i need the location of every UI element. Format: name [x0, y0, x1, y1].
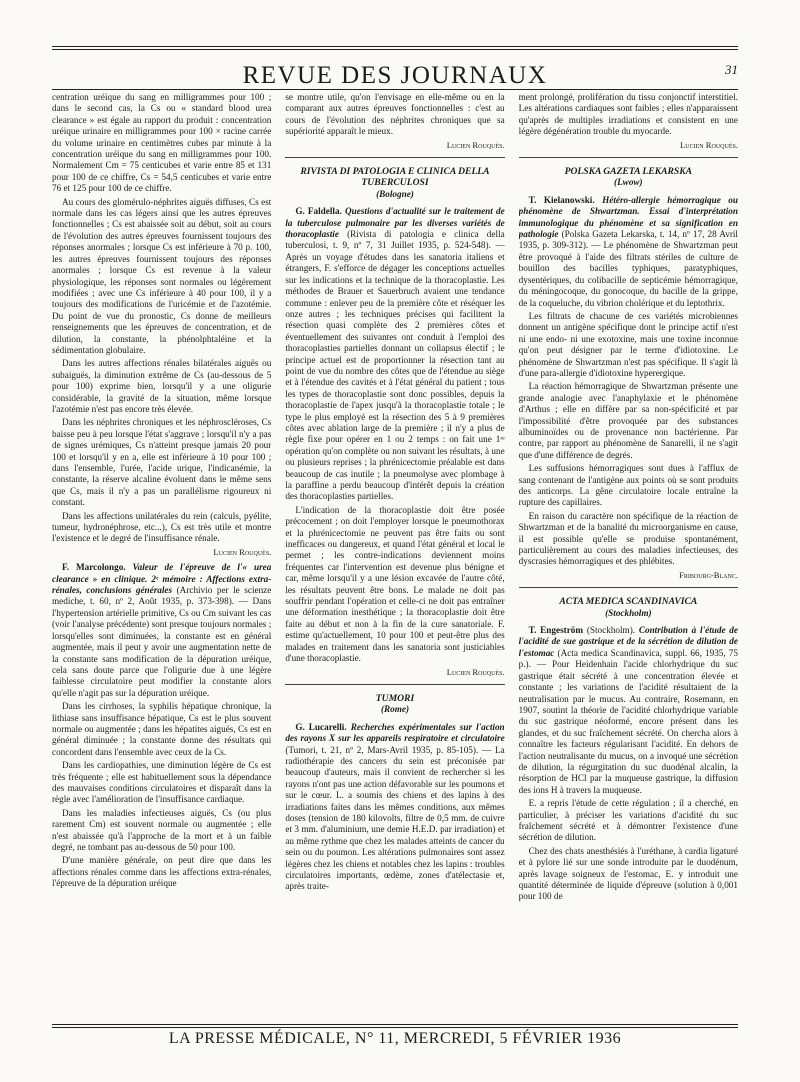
masthead-rule	[52, 89, 738, 90]
column-2	[285, 92, 504, 1022]
masthead	[52, 54, 738, 88]
masthead-title: REVUE DES JOURNAUX	[242, 62, 548, 89]
paragraph: Dans les cirrhoses, la syphilis hépatique chronique, la lithiase sans insuffisance hépatique, Cs est le plus souvent normale ou augmentée ; dans les hépatites aiguës, Cs est en général diminuée ; la constante donne des résultats qui concordent dans l'ensemble avec ceux de la Cs.	[52, 701, 272, 757]
author-signature: Lucien Rouquès.	[680, 139, 738, 150]
paragraph: se montre utile, qu'on l'envisage en elle-même ou en la comparant aux autres épreuves fonctionnelles : c'est au cours de l'évolution des néphrites chroniques que sa supériorité apparaît le mieux.	[285, 92, 505, 137]
journal-heading	[519, 166, 738, 189]
paragraph: Les filtrats de chacune de ces variétés microbiennes donnent un antigène spécifique dont le principe actif n'est ni une endo- ni une exotoxine, mais une toxine inconnue qu'on peut désigner par le terme d'idiotoxine. Le phénomène de Shwartzman n'est pas spécifique. Il s'agit là d'une para-allergie d'idiotoxine hyperergique.	[518, 310, 738, 378]
column-1	[52, 92, 271, 1022]
journal-city: (Bologne)	[376, 188, 414, 199]
section-divider	[285, 684, 504, 685]
article-author: G. Lucarelli.	[295, 721, 347, 732]
page-number: 31	[725, 62, 738, 77]
article-author: G. Faldella.	[295, 206, 342, 217]
article-columns	[52, 92, 738, 1022]
article-body: (Acta medica Scandinavica, suppl. 66, 1935, 75 p.). — Pour Heidenhain l'acide chlorhydrique du suc gastrique était sécrété à une concentration élevée et constante ; les variations de l'acidité résultaient de la neutralisation par le mucus. Au contraire, Rosemann, en 1907, soutint la théorie de l'acidité chlorhydrique variable du suc gastrique néoformé, encore présent dans les glandes, et du suc fraîchement sécrété. On chercha alors à connaître les facteurs régularisant l'acidité. En dehors de l'action neutralisante du mucus, on a invoqué une sécrétion de dilution, la régurgitation du suc duodénal alcalin, la résorption de HCl par la muqueuse gastrique, la diffusion des ions H à travers la muqueuse.	[518, 647, 738, 795]
journal-city: (Lwow)	[614, 177, 643, 188]
article-body: (Polska Gazeta Lekarska, t. 14, nº 17, 28 Avril 1935, p. 309-312). — Le phénomène de Shwartzman peut être provoqué à l'aide des filtrats stériles de culture de bouillon des bacilles typhiques, paratyphiques, dysentériques, du colibacille de septicémie hémorragique, du méningocoque, du gonocoque, du bacille de la grippe, de la coqueluche, du vibrion cholérique et du leptothrix.	[518, 229, 738, 308]
paragraph: Chez des chats anesthésiés à l'uréthane, à cardia ligaturé et à pylore lié sur une sonde introduite par le duodénum, après lavage soigneux de l'estomac, E. y introduit une quantité déterminée de liquide d'épreuve (solution à 0,001 pour 100 de	[518, 845, 738, 902]
footer-rule-1	[52, 1024, 738, 1025]
footer-rule-2	[52, 1027, 738, 1028]
paragraph: Au cours des glomérulo-néphrites aiguës diffuses, Cs est normale dans les cas légers ainsi que les autres épreuves fonctionnelles ; Cs est abaissée soit au début, soit au cours de l'évolution des autres épreuves fournissent toujours des réponses anormales ; lorsque Cs est inférieure à 70 p. 100, les autres épreuves fournissent toujours des réponses anormales ; lorsque Cs est revenue à la valeur physiologique, les réponses sont normales ou légèrement modifiées ; avec une Cs inférieure à 40 pour 100, il y a toujours des modifications de l'uricémie et de l'azotémie. Du point de vue du pronostic, Cs donne de meilleurs renseignements que les épreuves de concentration, et de dilution, la constante, la phénolphtaléine et la sédimentation globulaire.	[52, 196, 272, 355]
article-body: (Rivista di patologia e clinica della tuberculosi, t. 9, nº 7, 31 Juillet 1935, p. 524-548). — Après un voyage d'études dans les sanatoria italiens et étrangers, F. s'efforce de dégager les conceptions actuelles sur les indications et la technique de la thoracoplastie. Les méthodes de Brauer et Sauerbruch avaient une tendance commune : enlever peu de la première côte et réséquer les onze autres ; les techniques précises qui facilitent la résection quasi complète des 2 premières côtes et éventuellement des suivantes ont conduit à l'emploi des thoracoplasties partielles donnant un collapsus électif ; le principe actuel est de proportionner la résection tant au point de vue du nombre des côtes que de l'étendue au siège et à l'étendue des cavités et à l'état général du patient ; tous les types de thoracoplastie sont donc possibles, depuis la thoracoplastie de l'apex jusqu'à la thoracoplastie totale ; le type le plus employé est la résection des 5 à 9 premières côtes avec ablation large de la première ; il n'y a plus de règle fixe pour opérer en 1 ou 2 temps : on fait une 1ʳᵉ opération qu'on complète ou non suivant les résultats, à une ou plusieurs reprises ; la phrénicectomie préalable est dans beaucoup de cas inutile ; la pneumolyse avec plombage à la paraffine a perdu beaucoup d'intérêt depuis la création des thoracoplasties partielles.	[285, 229, 505, 502]
article-author: T. Engeström	[528, 625, 584, 636]
column-3	[519, 92, 738, 1022]
section-divider	[519, 157, 738, 158]
journal-name: POLSKA GAZETA LEKARSKA	[564, 166, 693, 178]
author-signature: Lucien Rouquès.	[446, 139, 505, 150]
paragraph: Dans les affections unilatérales du rein (calculs, pyélite, tumeur, hydronéphrose, etc...), Cs est très utile et montre l'existence et le degré de l'insuffisance rénale.	[52, 510, 272, 544]
article-lucarelli	[285, 722, 504, 893]
article-marcolongo	[52, 562, 271, 699]
journal-name: TUMORI	[375, 692, 415, 704]
paragraph: ment prolongé, prolifération du tissu conjonctif interstitiel. Les altérations cardiaques sont faibles ; elles n'apparaissent qu'après de multiples irradiations et consistent en une légère dégénération trouble du myocarde.	[518, 92, 738, 137]
paragraph: Dans les autres affections rénales bilatérales aiguës ou subaiguës, la diminution extrême de Cs (au-dessous de 5 pour 100) exprime bien, lorsqu'il y a une oligurie considérable, la gravité de la situation, même lorsque l'azotémie n'est pas encore très élevée.	[52, 358, 272, 414]
author-signature: Lucien Rouquès.	[446, 666, 505, 677]
article-title: Contribution à l'étude de l'acidité de sue gastrique et de la sécrétion de dilution de l'estomac	[518, 625, 738, 658]
article-author-location: (Stockholm).	[586, 625, 636, 636]
journal-city: (Stockholm)	[605, 607, 652, 618]
paragraph: E. a repris l'étude de cette régulation ; il a cherché, en particulier, à préciser les variations d'acidité du suc fraîchement sécrété et à démontrer l'existence d'une sécrétion de dilution.	[518, 798, 738, 843]
paragraph: D'une manière générale, on peut dire que dans les affections rénales comme dans les affections extra-rénales, l'épreuve de la dépuration uréique	[52, 855, 272, 889]
article-title: Hétéro-allergie hémorragique ou phénomène de Shwartzman. Essai d'interprétation immunologique du phénomène et sa signification en pathologie	[518, 194, 738, 240]
article-title: Valeur de l'épreuve de l'« urea clearance » en clinique. 2ᵉ mémoire : Affections extra-rénales, conclusions générales	[52, 562, 272, 596]
journal-city: (Rome)	[380, 704, 410, 715]
journal-heading	[285, 693, 504, 716]
paragraph: L'indication de la thoracoplastie doit être posée précocement ; on doit l'employer lorsque le pneumothorax et la phrénicectomie ne peuvent pas être faits ou sont inefficaces ou dangereux, et quand l'état général et local le permet ; les contre-indications deviennent moins fréquentes car l'intervention est devenue plus bénigne et car, même lorsqu'il y a une lésion excavée de l'autre côté, les résultats peuvent être bons. Le malade ne doit pas souffrir pendant l'opération et celle-ci ne doit pas entraîner une déformation inesthétique ; la thoracoplastie doit être faite au début et non à la fin de la cure sanatoriale. F. estime qu'actuellement, 10 pour 100 et peut-être plus des malades en traitement dans les sanatoria sont justiciables d'une thoracoplastie.	[285, 504, 505, 664]
article-faldella	[285, 206, 504, 503]
journal-name: RIVISTA DI PATOLOGIA E CLINICA DELLA TUBERCULOSI	[300, 166, 490, 189]
paragraph: Dans les maladies infectieuses aiguës, Cs (ou plus rarement Cm) est souvent normale ou augmentée ; elle n'est abaissée qu'à l'approche de la mort et à un faible degré, ne tombant pas au-dessous de 50 pour 100.	[52, 807, 272, 852]
paragraph: Les suffusions hémorragiques sont dues à l'afflux de sang contenant de l'antigène aux points où se sont produits des anticorps. La gêne circulatoire locale entraîne la rupture des capillaires.	[518, 463, 738, 508]
paragraph: En raison du caractère non spécifique de la réaction de Shwartzman et de la banalité du microorganisme en cause, il est possible qu'elle se produise spontanément, particulièrement au cours des maladies infectieuses, des dyscrasies hémorragiques et des phlébites.	[518, 510, 738, 567]
article-author: T. Kielanowski.	[528, 194, 595, 205]
journal-heading	[285, 166, 504, 200]
paragraph: La réaction hémorragique de Shwartzman présente une grande analogie avec l'anaphylaxie et le phénomène d'Arthus ; elle en diffère par sa non-spécificité et par l'impossibilité d'être provoquée par des substances albuminoïdes ou de provenance non bactérienne. Par contre, par rapport au phénomène de Sanarelli, il ne s'agit que d'une différence de degrés.	[518, 381, 738, 460]
section-divider	[519, 587, 738, 588]
article-author: F. Marcolongo.	[62, 562, 126, 573]
footer-issue-line: LA PRESSE MÉDICALE, N° 11, MERCREDI, 5 FÉVRIER 1936	[168, 1030, 622, 1047]
article-engestrom	[519, 625, 738, 796]
paragraph: centration uréique du sang en milligrammes pour 100 ; dans le second cas, la Cs ou « standard blood urea clearance » est égale au rapport du produit : concentration uréique urinaire en milligrammes pour 100 × racine carrée du volume urinaire en centimètres cubes par minute à la concentration uréique du sang en milligrammes pour 100. Normalement Cm = 75 centicubes et varie entre 85 et 131 pour 100 de ce chiffre, Cs = 54,5 centicubes et varie entre 76 et 125 pour 100 de ce chiffre.	[52, 92, 272, 194]
article-body: (Tumori, t. 21, nº 2, Mars-Avril 1935, p. 85-105). — La radiothérapie des cancers du sein est préconisée par beaucoup d'auteurs, mais il convient de rechercher si les rayons n'ont pas une action défavorable sur les poumons et sur le cœur. L. a soumis des chiens et des lapins à des irradiations faites dans les mêmes conditions, aux mêmes doses (tension de 180 kilovolts, filtre de 0,5 mm. de cuivre et 3 mm. d'aluminium, une demie H.E.D. par irradiation) et au même rythme que chez les malades atteints de cancer du sein ou du poumon. Les altérations pulmonaires sont assez légères chez les chiens et notables chez les lapins : troubles circulatoires importants, œdème, zones d'atélectasie et, après traite-	[285, 744, 505, 892]
top-rule-2	[52, 49, 738, 50]
journal-heading	[519, 596, 738, 619]
article-kielanowski	[519, 195, 738, 309]
author-signature: Lucien Rouquès.	[213, 546, 272, 557]
article-title: Recherches expérimentales sur l'action des rayons X sur les appareils respiratoire et circulatoire	[285, 721, 505, 744]
top-rule-1	[52, 46, 738, 47]
paragraph: Dans les néphrites chroniques et les néphroscléroses, Cs baisse peu à peu lorsque l'état s'aggrave ; lorsqu'il n'y a pas de signes urémiques, Cs n'atteint presque jamais 20 pour 100 et lorsqu'il y en a, elle est inférieure à 10 pour 100 ; dans l'ensemble, l'urée, l'acide urique, l'indicanémie, la constante, la réserve alcaline évoluent dans le même sens que Cs, mais il n'y a pas un parallélisme rigoureux ni constant.	[52, 417, 272, 508]
article-title: Questions d'actualité sur le traitement de la tuberculose pulmonaire par les diverses variétés de thoracoplastie	[285, 206, 505, 240]
journal-name: ACTA MEDICA SCANDINAVICA	[559, 596, 698, 608]
author-signature: Fribourg-Blanc.	[679, 569, 738, 580]
section-divider	[285, 157, 504, 158]
article-body: (Archivio per le scienze mediche, t. 60, nº 2, Août 1935, p. 373-398). — Dans l'hypertension artérielle primitive, Cs ou Cm suivant les cas (voir l'analyse précédente) sont presque toujours normales ; lorsqu'elles sont diminuées, la constante est en général augmentée, mais il peut y avoir une augmentation nette de la constante sans modification de la dépuration uréique, cela sans doute parce que l'oligurie due à une légère faiblesse circulatoire peut modifier la constante alors qu'elle n'agit pas sur la dépuration uréique.	[52, 585, 272, 698]
paragraph: Dans les cardiopathies, une diminution légère de Cs est très fréquente ; elle est habituellement sous la dépendance des mauvaises conditions circulatoires et disparaît dans la règle avec l'amélioration de l'insuffisance cardiaque.	[52, 760, 272, 805]
